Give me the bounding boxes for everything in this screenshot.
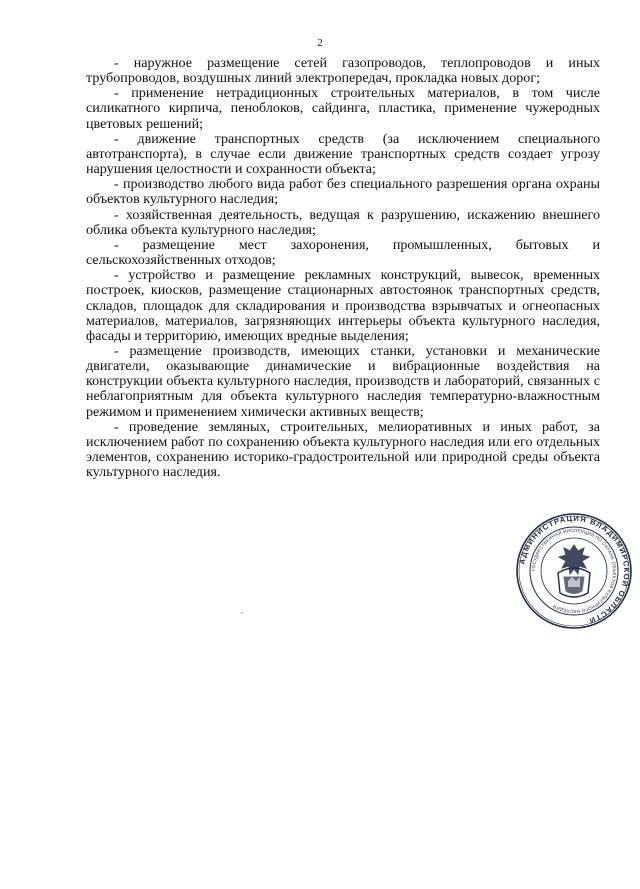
official-seal-stamp	[514, 511, 634, 631]
list-item: - хозяйственная деятельность, ведущая к разрушению, искажению внешнего облика объекта культурного наследия;	[86, 206, 600, 238]
coat-of-arms-emblem	[558, 545, 590, 597]
document-body	[86, 56, 600, 480]
page-number: 2	[317, 37, 323, 49]
list-item: - размещение мест захоронения, промышленных, бытовых и сельскохозяйственных отходов;	[86, 236, 600, 269]
list-item: - производство любого вида работ без специального разрешения органа охраны объектов культурного наследия;	[86, 176, 600, 208]
list-item: - размещение производств, имеющих станки, установки и механические двигатели, оказывающие динамические и вибрационные воздействия на конструкции объекта культурного наследия, производств и лабораторий, связанных с неблагоприятным для объекта культурного наследия температурно-влажностным режимом и применением химически активных веществ;	[86, 342, 600, 420]
seal-outer-text: АДМИНИСТРАЦИЯ ВЛАДИМИРСКОЙ ОБЛАСТИ	[517, 513, 632, 626]
list-item: - устройство и размещение рекламных конструкций, вывесок, временных построек, киосков, размещение стационарных автостоянок транспортных средств, складов, площадок для складирования и производства взрывчатых и огнеопасных материалов, материалов, загрязняющих интерьеры объекта культурного наследия, фасады и территорию, имеющих вредные выделения;	[86, 267, 600, 344]
list-item: - проведение земляных, строительных, мелиоративных и иных работ, за исключением работ по сохранению объекта культурного наследия или его отдельных элементов, сохранению историко-градостроительной или природной среды объекта культурного наследия.	[86, 418, 600, 481]
list-item: - наружное размещение сетей газопроводов, теплопроводов и иных трубопроводов, воздушных линий электропередач, прокладка новых дорог;	[86, 55, 600, 87]
list-item: - движение транспортных средств (за исключением специального автотранспорта), в случае если движение транспортных средств создает угрозу нарушения целостности и сохранности объекта;	[86, 130, 600, 178]
scan-speck	[241, 612, 243, 614]
seal-inner-text: ГОСУДАРСТВЕННАЯ ИНСПЕКЦИЯ ПО ОХРАНЕ ОБЪЕКТОВ КУЛЬТУРНОГО НАСЛЕДИЯ	[530, 527, 618, 615]
list-item: - применение нетрадиционных строительных материалов, в том числе силикатного кирпича, пеноблоков, сайдинга, пластика, применение чужеродных цветовых решений;	[86, 85, 600, 132]
